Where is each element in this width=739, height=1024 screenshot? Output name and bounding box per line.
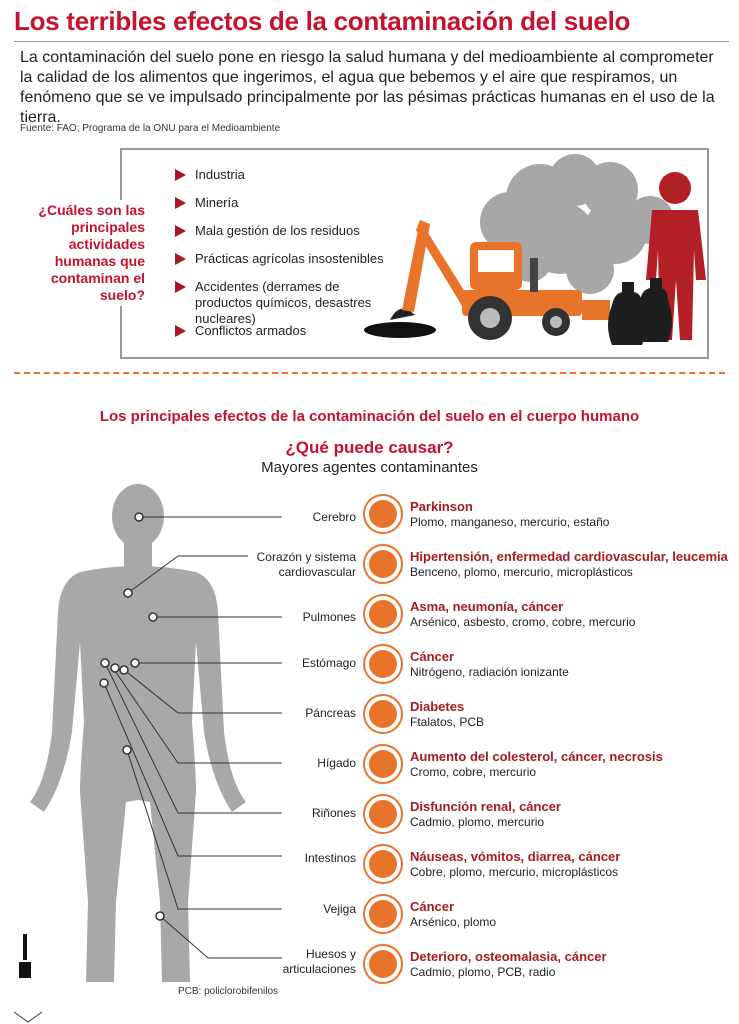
disease-label: Cáncer — [410, 649, 455, 664]
stomach-icon — [363, 644, 403, 684]
disease-label: Asma, neumonía, cáncer — [410, 599, 564, 614]
page-title: Los terribles efectos de la contaminación del suelo — [14, 6, 631, 36]
effect-entry — [410, 499, 730, 530]
effects-title: Los principales efectos de la contaminación del suelo en el cuerpo humano — [99, 408, 640, 425]
intestines-icon — [363, 844, 403, 884]
agents-label: Plomo, manganeso, mercurio, estaño — [410, 515, 610, 529]
source-credit: Fuente: FAO; Programa de la ONU para el Medioambiente — [20, 123, 281, 134]
publisher-logo-icon — [16, 930, 34, 982]
organ-label: Pulmones — [302, 610, 356, 624]
activities-question: ¿Cuáles son las principales actividades humanas que contaminan el suelo? — [20, 200, 147, 306]
activity-item: Mala gestión de los residuos — [175, 223, 360, 239]
disease-label: Deterioro, osteomalasia, cáncer — [410, 949, 607, 964]
activity-item: Accidentes (derrames de productos químicos, desastres nucleares) — [175, 279, 375, 327]
organ-label: Páncreas — [305, 706, 356, 720]
effect-entry — [410, 799, 730, 830]
pcb-footnote: PCB: policlorobifenilos — [178, 986, 279, 997]
agents-label: Arsénico, asbesto, cromo, cobre, mercurio — [410, 615, 636, 629]
agents-label: Ftalatos, PCB — [410, 715, 485, 729]
activity-item: Industria — [175, 167, 245, 183]
disease-label: Náuseas, vómitos, diarrea, cáncer — [410, 849, 621, 864]
agents-label: Nitrógeno, radiación ionizante — [410, 665, 569, 679]
disease-label: Diabetes — [410, 699, 465, 714]
bladder-icon — [363, 894, 403, 934]
page-tab-notch — [14, 1012, 44, 1024]
effect-entry — [410, 699, 730, 730]
agents-label: Cromo, cobre, mercurio — [410, 765, 537, 779]
agents-label: Cadmio, plomo, PCB, radio — [410, 965, 556, 979]
organ-label: Estómago — [301, 656, 356, 670]
liver-icon — [363, 744, 403, 784]
effect-entry — [410, 749, 730, 780]
agents-label: Benceno, plomo, mercurio, microplásticos — [410, 565, 633, 579]
organ-label: Intestinos — [304, 851, 356, 865]
disease-label: Hipertensión, enfermedad cardiovascular, leucemia — [410, 549, 728, 564]
pancreas-icon — [363, 694, 403, 734]
effects-question: ¿Qué puede causar? — [285, 438, 454, 457]
effect-entry — [410, 649, 730, 680]
organ-label: Huesos y articulaciones — [282, 947, 356, 976]
organ-label: Hígado — [317, 756, 356, 770]
effect-entry — [410, 549, 730, 580]
agents-label: Cadmio, plomo, mercurio — [410, 815, 545, 829]
effect-entry — [410, 599, 730, 630]
heart-icon — [363, 544, 403, 584]
activity-item: Conflictos armados — [175, 323, 306, 339]
disease-label: Disfunción renal, cáncer — [410, 799, 561, 814]
disease-label: Parkinson — [410, 499, 473, 514]
brain-icon — [363, 494, 403, 534]
disease-label: Aumento del colesterol, cáncer, necrosis — [410, 749, 663, 764]
hand-bones-icon — [363, 944, 403, 984]
intro-paragraph: La contaminación del suelo pone en riesgo la salud humana y del medioambiente al comprometer la calidad de los alimentos que ingerimos, el agua que bebemos y el aire que respiramos, un fenómeno que se ve impulsado principalmente por las pésimas prácticas humanas en el uso de la tierra. — [20, 49, 715, 126]
activity-item: Minería — [175, 195, 238, 211]
organ-label: Cerebro — [312, 510, 356, 524]
agents-label: Arsénico, plomo — [410, 915, 497, 929]
organ-label: Vejiga — [323, 902, 356, 916]
activity-item: Prácticas agrícolas insostenibles — [175, 251, 384, 267]
effect-entry — [410, 899, 730, 930]
kidneys-icon — [363, 794, 403, 834]
lungs-icon — [363, 594, 403, 634]
agents-label: Cobre, plomo, mercurio, microplásticos — [410, 865, 619, 879]
disease-label: Cáncer — [410, 899, 455, 914]
organ-label: Riñones — [311, 806, 356, 820]
effect-entry — [410, 949, 730, 980]
organ-label: Corazón y sistema cardiovascular — [256, 550, 356, 579]
effects-subtitle: Mayores agentes contaminantes — [261, 459, 478, 476]
effect-entry — [410, 849, 730, 880]
